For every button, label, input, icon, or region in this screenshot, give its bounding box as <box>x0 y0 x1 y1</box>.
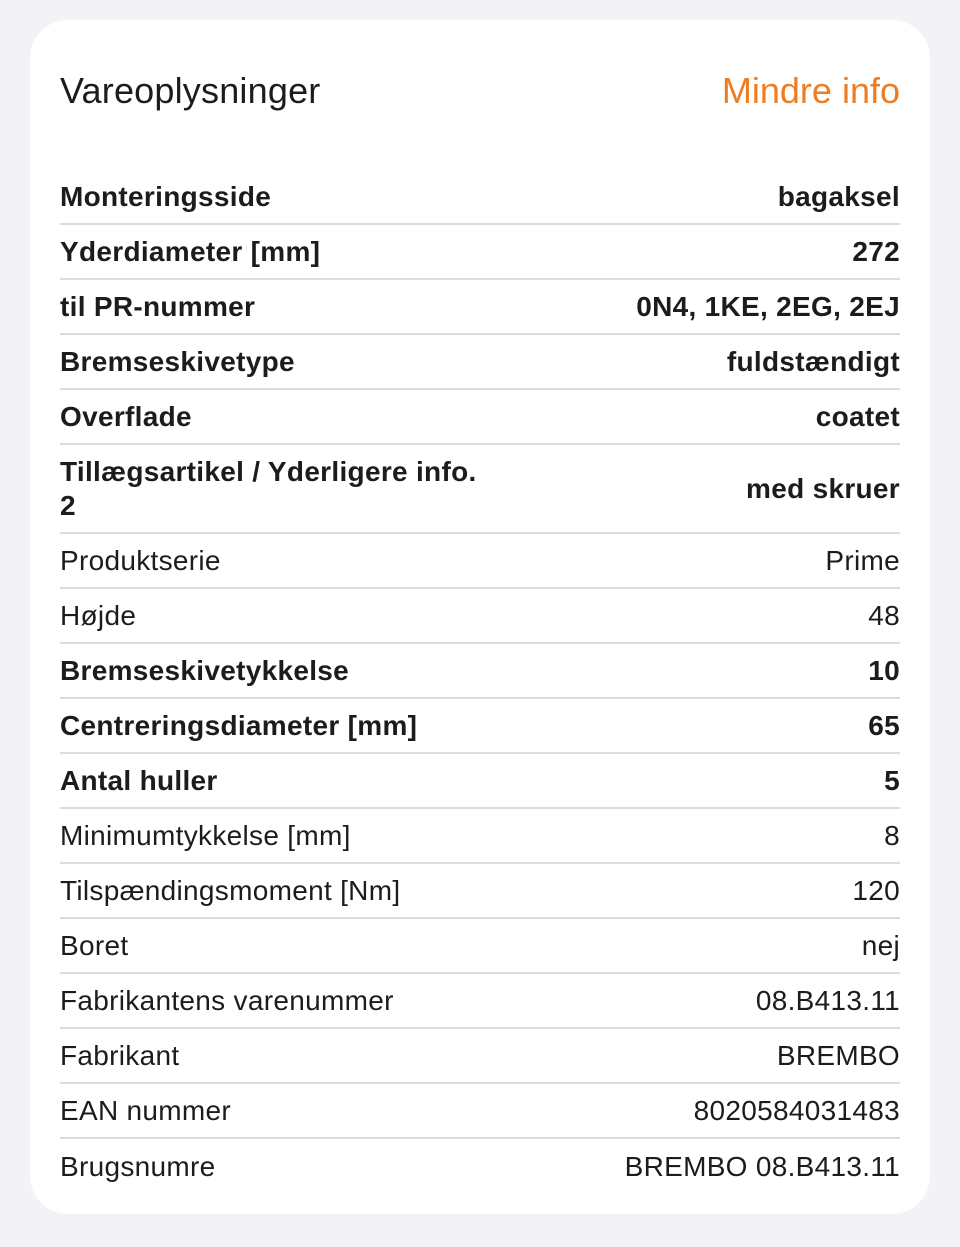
spec-row <box>60 280 900 335</box>
spec-row <box>60 170 900 225</box>
spec-value: 5 <box>884 764 900 796</box>
spec-row <box>60 1139 900 1194</box>
spec-label: Minimumtykkelse [mm] <box>60 819 351 851</box>
spec-value: Prime <box>825 544 900 576</box>
spec-value: fuldstændigt <box>726 345 900 377</box>
spec-label: Boret <box>60 929 129 961</box>
spec-label: Tillægsartikel / Yderligere info. 2 <box>60 455 477 521</box>
spec-label: til PR-nummer <box>60 290 256 322</box>
spec-value: 8 <box>884 819 900 851</box>
spec-value: coatet <box>815 400 900 432</box>
spec-row <box>60 1084 900 1139</box>
spec-value: 08.B413.11 <box>755 984 900 1016</box>
spec-value: nej <box>861 929 900 961</box>
section-title: Vareoplysninger <box>60 70 321 111</box>
less-info-toggle[interactable]: Mindre info <box>721 70 900 111</box>
spec-label: Fabrikant <box>60 1039 180 1071</box>
spec-value: bagaksel <box>777 180 900 212</box>
spec-row <box>60 1029 900 1084</box>
spec-list <box>60 170 900 1194</box>
spec-value: 65 <box>868 709 900 741</box>
spec-row <box>60 809 900 864</box>
spec-value: 120 <box>852 874 900 906</box>
spec-value: med skruer <box>746 472 900 504</box>
spec-row <box>60 589 900 644</box>
spec-row <box>60 974 900 1029</box>
spec-row <box>60 644 900 699</box>
spec-row <box>60 225 900 280</box>
spec-label: Yderdiameter [mm] <box>60 235 321 267</box>
spec-label: Brugsnumre <box>60 1150 216 1182</box>
spec-label: Overflade <box>60 400 192 432</box>
spec-row <box>60 919 900 974</box>
spec-value: 272 <box>852 235 900 267</box>
spec-label: Bremseskivetype <box>60 345 295 377</box>
spec-row <box>60 864 900 919</box>
spec-row <box>60 335 900 390</box>
spec-value: 48 <box>868 599 900 631</box>
spec-row <box>60 754 900 809</box>
spec-label: Centreringsdiameter [mm] <box>60 709 418 741</box>
spec-label: Fabrikantens varenummer <box>60 984 394 1016</box>
spec-row <box>60 390 900 445</box>
product-info-card <box>30 20 930 1214</box>
spec-value: BREMBO <box>776 1039 900 1071</box>
spec-value: BREMBO 08.B413.11 <box>624 1150 900 1182</box>
spec-label: Produktserie <box>60 544 221 576</box>
spec-label: Højde <box>60 599 137 631</box>
spec-row <box>60 534 900 589</box>
spec-label: Monteringsside <box>60 180 272 212</box>
spec-value: 10 <box>868 654 900 686</box>
spec-label: EAN nummer <box>60 1094 232 1126</box>
spec-row <box>60 699 900 754</box>
spec-label: Antal huller <box>60 764 218 796</box>
spec-label: Bremseskivetykkelse <box>60 654 350 686</box>
spec-label: Tilspændingsmoment [Nm] <box>60 874 401 906</box>
spec-value: 8020584031483 <box>693 1094 900 1126</box>
spec-row <box>60 445 900 534</box>
spec-value: 0N4, 1KE, 2EG, 2EJ <box>636 290 900 322</box>
card-header <box>60 20 900 162</box>
